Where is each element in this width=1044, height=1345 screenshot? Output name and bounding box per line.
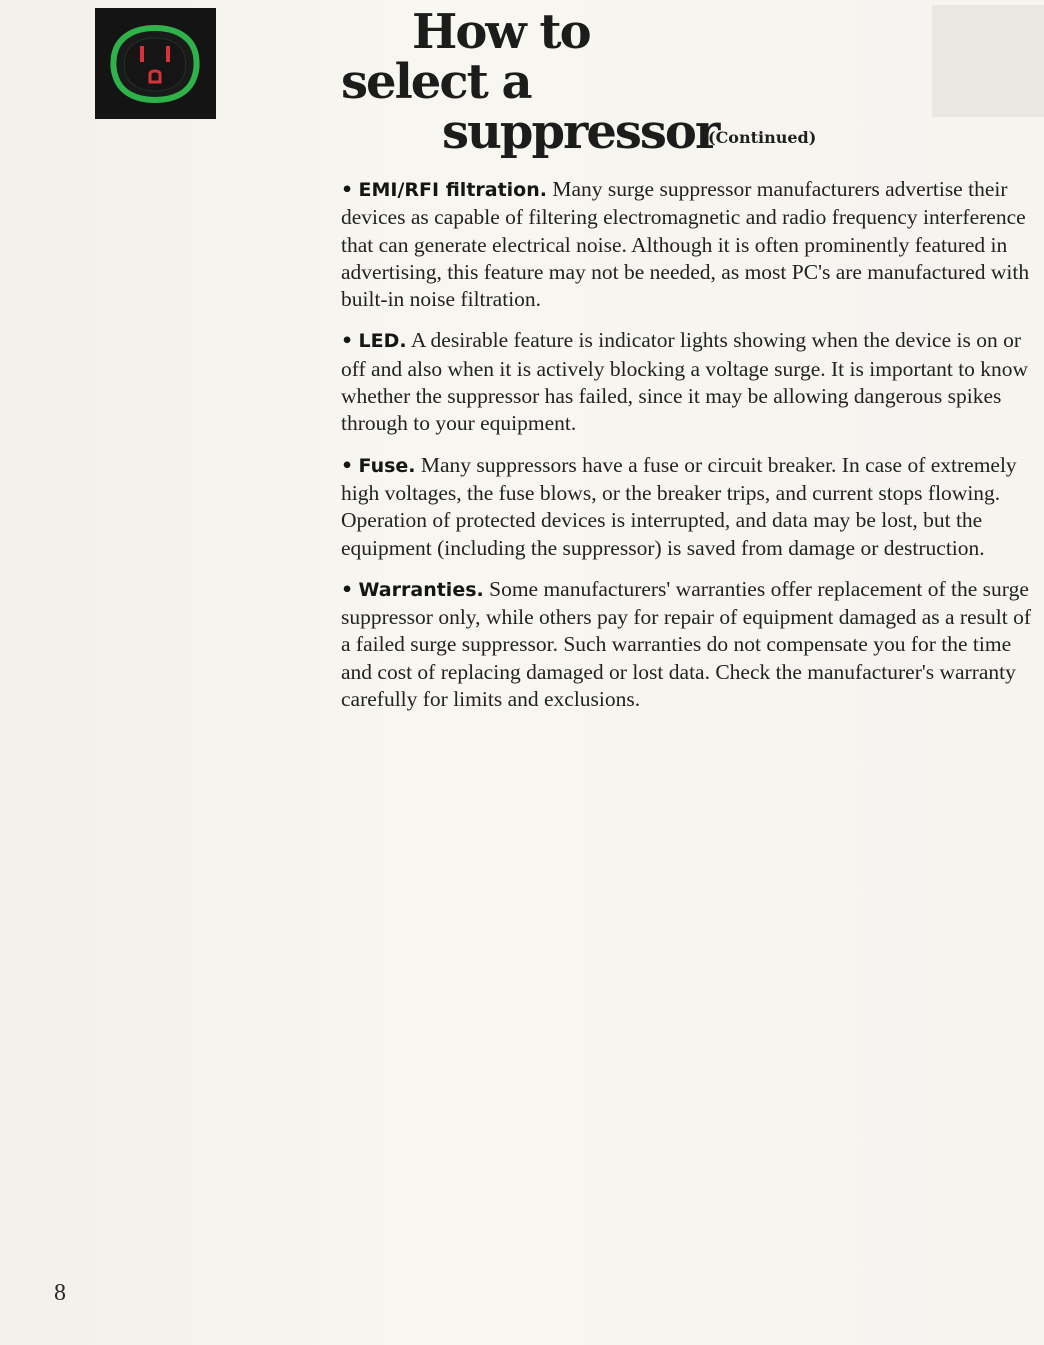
title-line-suppressor: suppressor xyxy=(442,104,719,160)
power-outlet-icon xyxy=(95,8,216,119)
paragraph-emi-rfi xyxy=(341,176,1031,313)
paragraph-text: Many surge suppressor manufacturers advertise their devices as capable of filtering electromagnetic and radio frequency interference that can generate electrical noise. Although it is often prominently featured in advertising, this feature may not be needed, as most PC's are manufactured with built-in noise filtration. xyxy=(341,177,1030,312)
lead-emi-rfi: EMI/RFI filtration. xyxy=(358,179,547,201)
bullet: • xyxy=(341,179,354,201)
paragraph-text: A desirable feature is indicator lights showing when the device is on or off and also when it is actively blocking a voltage surge. It is important to know whether the suppressor has failed, since it may be allowing dangerous spikes through to your equipment. xyxy=(341,328,1029,436)
page-number: 8 xyxy=(54,1280,66,1306)
bullet: • xyxy=(341,578,354,601)
paragraph-fuse xyxy=(341,452,1031,562)
paragraph-text: Some manufacturers' warranties offer replacement of the surge suppressor only, while others pay for repair of equipment damaged as a result of a failed surge suppressor. Such warranties do not compensate you for the time and cost of replacing damaged or lost data. Check the manufacturer's warranty carefully for limits and exclusions. xyxy=(341,576,1031,712)
bullet: • xyxy=(341,454,354,477)
paragraph-warranties xyxy=(341,576,1031,713)
paragraph-led xyxy=(341,327,1031,437)
continued-label: (Continued) xyxy=(708,128,817,147)
body-text xyxy=(341,176,1031,727)
lead-led: LED. xyxy=(358,330,407,353)
title-line-how-to: How to xyxy=(412,4,590,60)
lead-fuse: Fuse. xyxy=(358,454,416,477)
paragraph-text: Many suppressors have a fuse or circuit breaker. In case of extremely high voltages, the fuse blows, or the breaker trips, and current stops flowing. Operation of protected devices is interrupted, and data may be lost, but the equipment (including the suppressor) is saved from damage or destruction. xyxy=(341,452,1017,560)
lead-warranties: Warranties. xyxy=(358,578,484,601)
bullet: • xyxy=(341,330,354,353)
corner-shade xyxy=(932,5,1044,117)
title-line-select-a: select a xyxy=(341,54,531,110)
